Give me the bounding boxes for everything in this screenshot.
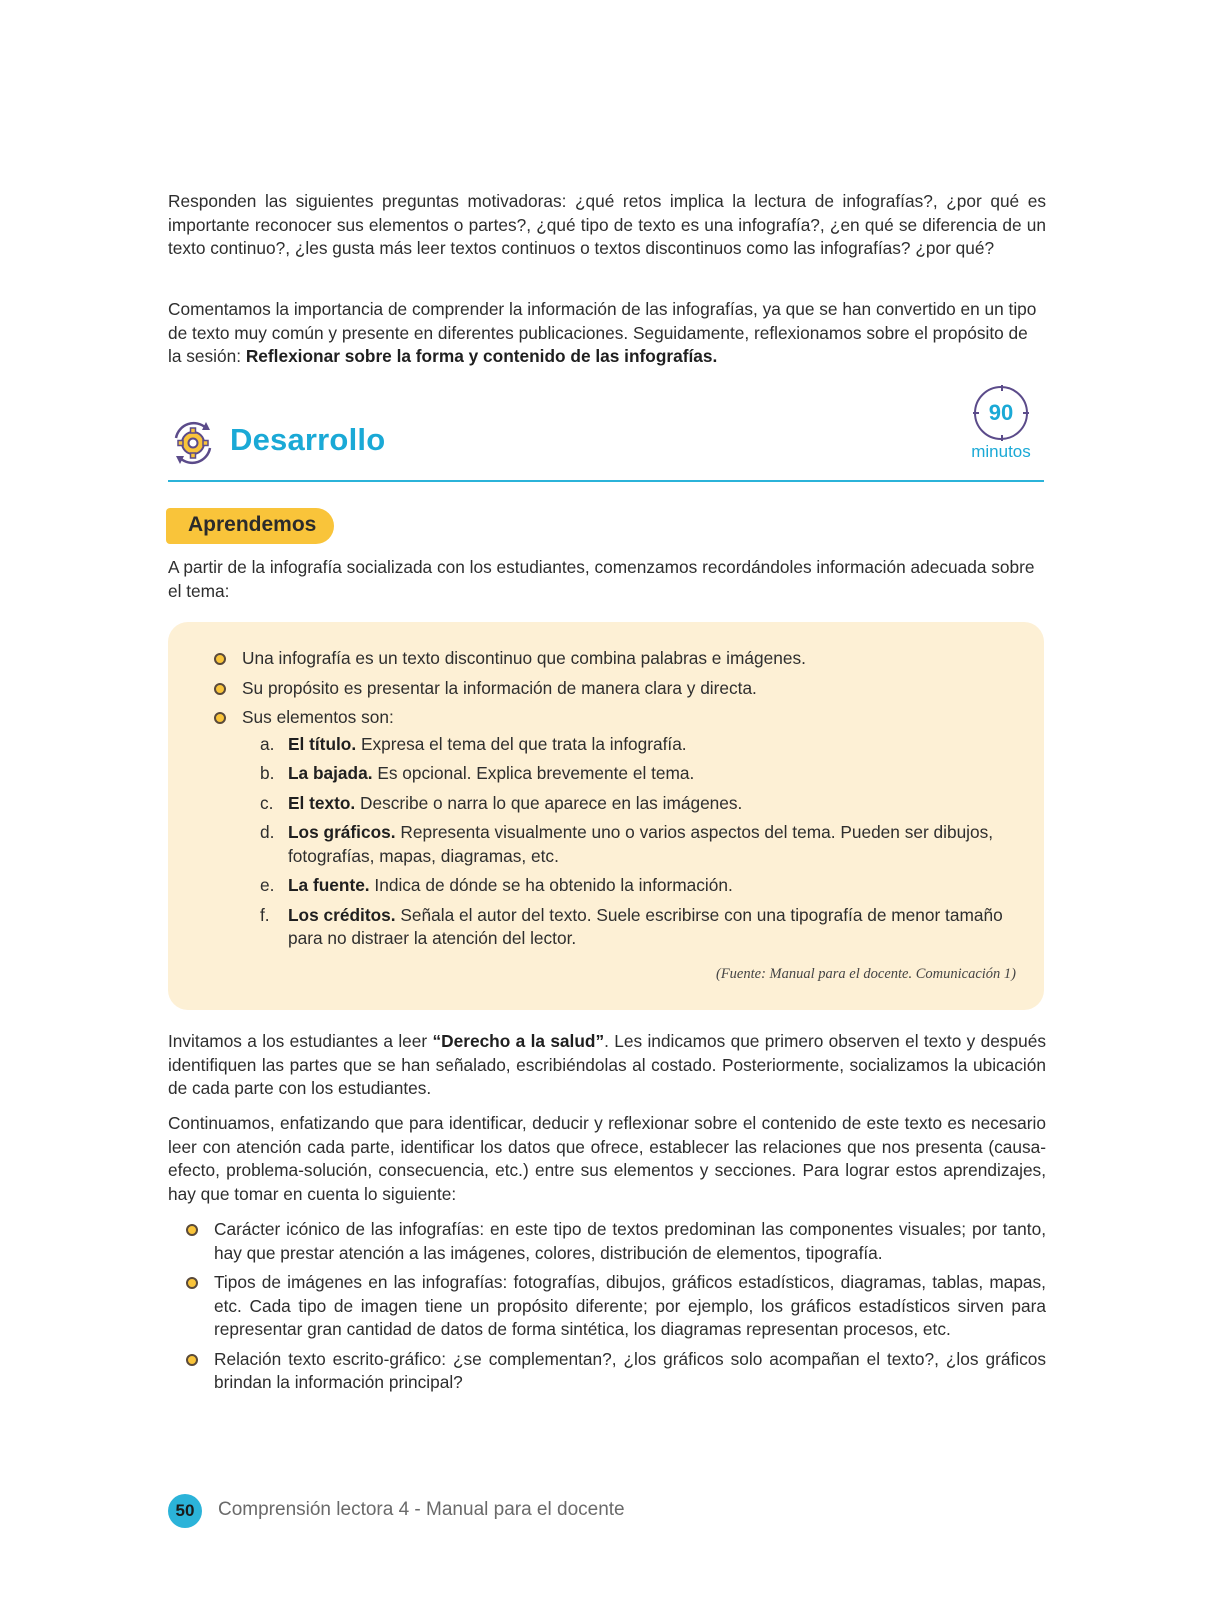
body-paragraph-1-b: . Les indicamos que primero observen el texto y después identifiquen las partes que se han señalado, escribiéndolas al costado. Posteriormente, socializamos la ubicación de cada parte con los estudiantes.: [168, 1031, 1046, 1098]
element-letter: e.: [260, 875, 275, 895]
body-paragraph-1: [168, 1030, 1046, 1101]
section-header: [168, 400, 1044, 482]
bullet-icon: [214, 683, 226, 695]
list-item: [214, 674, 1014, 704]
element-item: [214, 904, 1014, 951]
element-term: El título.: [288, 733, 357, 754]
element-item: [214, 762, 1014, 786]
bullet-text: Tipos de imágenes en las infografías: fotografías, dibujos, gráficos estadísticos, diagramas, tablas, mapas, etc. Cada tipo de imagen tiene un propósito diferente; por ejemplo, los gráficos estadísticos sirven para representar gran cantidad de datos de forma sintética, los diagramas representan procesos, etc.: [214, 1272, 1046, 1339]
element-desc: Expresa el tema del que trata la infografía.: [356, 733, 687, 754]
bullet-text: Relación texto escrito-gráfico: ¿se complementan?, ¿los gráficos solo acompañan el texto?, ¿los gráficos brindan la información principal?: [214, 1348, 1046, 1392]
element-item: [214, 733, 1014, 757]
aprendemos-intro: A partir de la infografía socializada con los estudiantes, comenzamos recordándoles información adecuada sobre el tema:: [168, 557, 1035, 601]
list-item: [182, 1218, 1046, 1265]
gear-cycle-icon: [168, 418, 218, 468]
element-letter: d.: [260, 822, 275, 842]
page-number: 50: [168, 1494, 202, 1528]
element-desc: Señala el autor del texto. Suele escribirse con una tipografía de menor tamaño para no distraer la atención del lector.: [288, 904, 1003, 948]
aprendemos-label: Aprendemos: [166, 508, 334, 544]
element-term: Los gráficos.: [288, 822, 396, 842]
list-item: [182, 1271, 1046, 1342]
bullet-text: Sus elementos son:: [242, 707, 394, 727]
body-paragraph-1-a: Invitamos a los estudiantes a leer: [168, 1031, 433, 1051]
bullet-icon: [186, 1277, 198, 1289]
element-desc: Indica de dónde se ha obtenido la información.: [369, 875, 733, 895]
list-item: [182, 1348, 1046, 1395]
bullet-icon: [186, 1354, 198, 1366]
footer-title: Comprensión lectora 4 - Manual para el docente: [218, 1499, 625, 1520]
bullet-text: Carácter icónico de las infografías: en este tipo de textos predominan las componentes visuales; por tanto, hay que prestar atención a las imágenes, colores, distribución de elementos, tipografía.: [214, 1219, 1046, 1263]
element-desc: Es opcional. Explica brevemente el tema.: [372, 763, 695, 783]
intro-paragraph-2-text: Comentamos la importancia de comprender la información de las infografías, ya que se han convertido en un tipo de texto muy común y presente en diferentes publicaciones. Seguidamente, reflexionamos sobre el propósito de la sesión:: [168, 299, 1037, 366]
source-citation: (Fuente: Manual para el docente. Comunicación 1): [716, 966, 1016, 982]
element-item: [214, 792, 1014, 816]
body-paragraph-2: Continuamos, enfatizando que para identificar, deducir y reflexionar sobre el contenido de este texto es necesario leer con atención cada parte, identificar los datos que ofrece, establecer las relaciones que nos presenta (causa-efecto, problema-solución, consecuencia, etc.) entre sus elementos y secciones. Para lograr estos aprendizajes, hay que tomar en cuenta lo siguiente:: [168, 1113, 1046, 1204]
element-letter: a.: [260, 733, 275, 754]
bullet-text: Una infografía es un texto discontinuo que combina palabras e imágenes.: [242, 648, 806, 668]
element-item: [214, 874, 1014, 898]
element-term: La fuente.: [288, 875, 370, 895]
element-term: La bajada.: [288, 763, 373, 783]
element-letter: f.: [260, 904, 270, 925]
text-title-reference: “Derecho a la salud”: [432, 1031, 605, 1051]
intro-paragraph-1: Responden las siguientes preguntas motivadoras: ¿qué retos implica la lectura de infografías?, ¿por qué es importante reconocer sus elementos o partes?, ¿qué tipo de texto es una infografía?, ¿en qué se diferencia de un texto continuo?, ¿les gusta más leer textos continuos o textos discontinuos como las infografías? ¿por qué?: [168, 191, 1046, 258]
timer-value: 90: [988, 400, 1014, 425]
list-item: [214, 703, 1014, 733]
bullet-icon: [186, 1224, 198, 1236]
element-letter: c.: [260, 792, 274, 813]
element-desc: Representa visualmente uno o varios aspectos del tema. Pueden ser dibujos, fotografías, mapas, diagramas, etc.: [288, 822, 994, 866]
element-item: [214, 821, 1014, 868]
element-desc: Describe o narra lo que aparece en las imágenes.: [355, 792, 743, 813]
session-purpose: Reflexionar sobre la forma y contenido de las infografías.: [245, 346, 718, 366]
bullet-icon: [214, 712, 226, 724]
intro-paragraph-2: [168, 298, 1046, 369]
timer-unit: minutos: [971, 442, 1031, 461]
timer-badge: [966, 386, 1036, 462]
clock-icon: [974, 386, 1028, 440]
section-title: Desarrollo: [230, 422, 386, 457]
info-list: [214, 644, 1014, 957]
bullet-icon: [214, 653, 226, 665]
info-box: [168, 622, 1044, 1010]
list-item: [214, 644, 1014, 674]
element-term: El texto.: [288, 792, 356, 813]
element-term: Los créditos.: [288, 904, 396, 925]
considerations-list: [182, 1218, 1046, 1401]
element-letter: b.: [260, 763, 275, 783]
bullet-text: Su propósito es presentar la información de manera clara y directa.: [242, 677, 757, 698]
